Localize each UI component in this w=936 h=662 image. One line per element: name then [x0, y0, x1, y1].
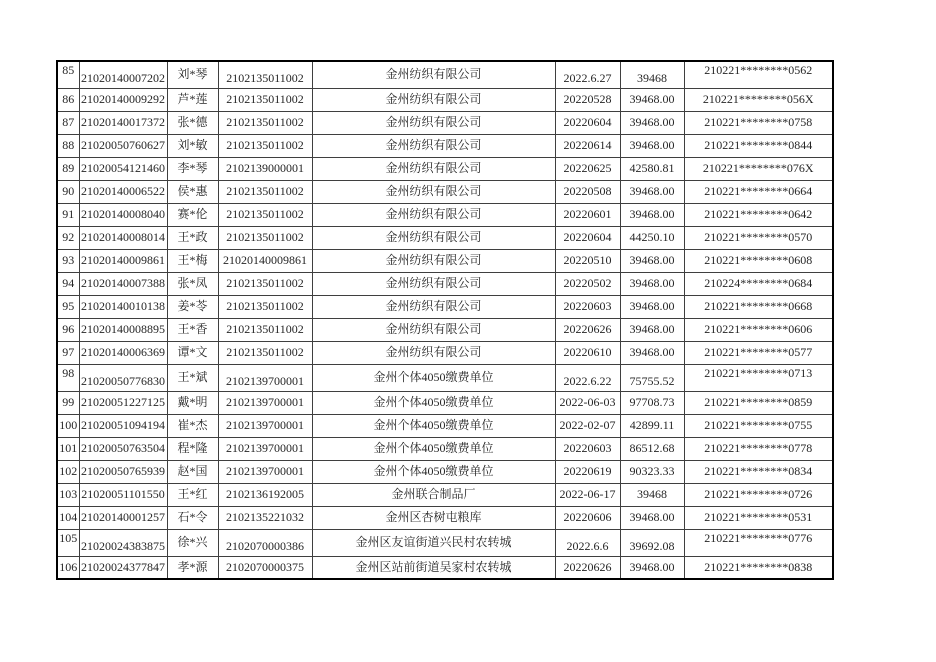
row-number-cell: 98 [57, 364, 79, 391]
masked-id-cell: 210221********0562 [684, 61, 833, 88]
table-row [57, 506, 833, 529]
masked-id-cell: 210221********0531 [684, 506, 833, 529]
amount-cell: 44250.10 [620, 226, 684, 249]
unit-name-cell: 金州纺织有限公司 [312, 157, 555, 180]
row-number-cell: 104 [57, 506, 79, 529]
table-row [57, 437, 833, 460]
row-number-cell: 94 [57, 272, 79, 295]
date-cell: 20220508 [555, 180, 620, 203]
table-row [57, 249, 833, 272]
table-row [57, 364, 833, 391]
row-number-cell: 96 [57, 318, 79, 341]
table-row [57, 556, 833, 579]
date-cell: 20220528 [555, 88, 620, 111]
unit-number-cell: 2102135011002 [218, 295, 312, 318]
date-cell: 20220601 [555, 203, 620, 226]
table-row [57, 318, 833, 341]
row-number-cell: 106 [57, 556, 79, 579]
unit-name-cell: 金州纺织有限公司 [312, 272, 555, 295]
personal-number-cell: 21020050760627 [79, 134, 167, 157]
masked-id-cell: 210221********0834 [684, 460, 833, 483]
person-name-cell: 李*琴 [167, 157, 218, 180]
table-row [57, 529, 833, 556]
unit-number-cell: 2102139700001 [218, 414, 312, 437]
table-row [57, 157, 833, 180]
personal-number-cell: 21020051094194 [79, 414, 167, 437]
person-name-cell: 谭*文 [167, 341, 218, 364]
personal-number-cell: 21020051227125 [79, 391, 167, 414]
unit-name-cell: 金州纺织有限公司 [312, 249, 555, 272]
date-cell: 2022.6.6 [555, 529, 620, 556]
payment-record-table [56, 60, 834, 580]
personal-number-cell: 21020140007388 [79, 272, 167, 295]
personal-number-cell: 21020140009861 [79, 249, 167, 272]
unit-number-cell: 2102135011002 [218, 203, 312, 226]
row-number-cell: 99 [57, 391, 79, 414]
masked-id-cell: 210221********0859 [684, 391, 833, 414]
unit-number-cell: 2102135011002 [218, 272, 312, 295]
table-row [57, 180, 833, 203]
date-cell: 20220604 [555, 226, 620, 249]
unit-number-cell: 2102135011002 [218, 180, 312, 203]
date-cell: 2022.6.22 [555, 364, 620, 391]
row-number-cell: 91 [57, 203, 79, 226]
person-name-cell: 孝*源 [167, 556, 218, 579]
amount-cell: 39692.08 [620, 529, 684, 556]
row-number-cell: 89 [57, 157, 79, 180]
unit-name-cell: 金州区站前街道吴家村农转城 [312, 556, 555, 579]
masked-id-cell: 210221********0844 [684, 134, 833, 157]
amount-cell: 42580.81 [620, 157, 684, 180]
unit-name-cell: 金州纺织有限公司 [312, 203, 555, 226]
date-cell: 20220626 [555, 318, 620, 341]
person-name-cell: 赵*国 [167, 460, 218, 483]
personal-number-cell: 21020050776830 [79, 364, 167, 391]
unit-number-cell: 2102135221032 [218, 506, 312, 529]
person-name-cell: 王*香 [167, 318, 218, 341]
amount-cell: 90323.33 [620, 460, 684, 483]
unit-number-cell: 21020140009861 [218, 249, 312, 272]
unit-number-cell: 2102070000386 [218, 529, 312, 556]
date-cell: 20220606 [555, 506, 620, 529]
table-row [57, 295, 833, 318]
amount-cell: 39468.00 [620, 272, 684, 295]
personal-number-cell: 21020050765939 [79, 460, 167, 483]
unit-number-cell: 2102139000001 [218, 157, 312, 180]
person-name-cell: 王*斌 [167, 364, 218, 391]
unit-number-cell: 2102135011002 [218, 318, 312, 341]
unit-number-cell: 2102135011002 [218, 88, 312, 111]
row-number-cell: 103 [57, 483, 79, 506]
person-name-cell: 张*凤 [167, 272, 218, 295]
person-name-cell: 芦*莲 [167, 88, 218, 111]
unit-number-cell: 2102135011002 [218, 341, 312, 364]
table-row [57, 391, 833, 414]
date-cell: 20220604 [555, 111, 620, 134]
date-cell: 20220610 [555, 341, 620, 364]
date-cell: 2022-06-03 [555, 391, 620, 414]
personal-number-cell: 21020140006369 [79, 341, 167, 364]
personal-number-cell: 21020140010138 [79, 295, 167, 318]
person-name-cell: 戴*明 [167, 391, 218, 414]
masked-id-cell: 210221********056X [684, 88, 833, 111]
amount-cell: 39468.00 [620, 249, 684, 272]
table-row [57, 414, 833, 437]
amount-cell: 39468.00 [620, 203, 684, 226]
row-number-cell: 101 [57, 437, 79, 460]
personal-number-cell: 21020140009292 [79, 88, 167, 111]
table-row [57, 272, 833, 295]
masked-id-cell: 210221********0577 [684, 341, 833, 364]
table-row [57, 111, 833, 134]
date-cell: 2022-06-17 [555, 483, 620, 506]
unit-number-cell: 2102135011002 [218, 61, 312, 88]
personal-number-cell: 21020140017372 [79, 111, 167, 134]
amount-cell: 39468.00 [620, 88, 684, 111]
masked-id-cell: 210221********0838 [684, 556, 833, 579]
masked-id-cell: 210221********0776 [684, 529, 833, 556]
row-number-cell: 88 [57, 134, 79, 157]
personal-number-cell: 21020050763504 [79, 437, 167, 460]
unit-name-cell: 金州个体4050缴费单位 [312, 460, 555, 483]
amount-cell: 42899.11 [620, 414, 684, 437]
masked-id-cell: 210221********0570 [684, 226, 833, 249]
personal-number-cell: 21020024377847 [79, 556, 167, 579]
amount-cell: 39468.00 [620, 341, 684, 364]
personal-number-cell: 21020140006522 [79, 180, 167, 203]
amount-cell: 39468.00 [620, 134, 684, 157]
row-number-cell: 97 [57, 341, 79, 364]
person-name-cell: 程*隆 [167, 437, 218, 460]
person-name-cell: 姜*苓 [167, 295, 218, 318]
unit-name-cell: 金州纺织有限公司 [312, 111, 555, 134]
date-cell: 2022-02-07 [555, 414, 620, 437]
masked-id-cell: 210221********0758 [684, 111, 833, 134]
unit-name-cell: 金州纺织有限公司 [312, 295, 555, 318]
amount-cell: 97708.73 [620, 391, 684, 414]
personal-number-cell: 21020054121460 [79, 157, 167, 180]
unit-number-cell: 2102139700001 [218, 460, 312, 483]
masked-id-cell: 210221********0668 [684, 295, 833, 318]
unit-name-cell: 金州纺织有限公司 [312, 134, 555, 157]
amount-cell: 39468.00 [620, 111, 684, 134]
row-number-cell: 87 [57, 111, 79, 134]
row-number-cell: 92 [57, 226, 79, 249]
person-name-cell: 赛*伦 [167, 203, 218, 226]
unit-name-cell: 金州纺织有限公司 [312, 226, 555, 249]
date-cell: 20220625 [555, 157, 620, 180]
table-body [57, 61, 833, 579]
unit-name-cell: 金州纺织有限公司 [312, 180, 555, 203]
personal-number-cell: 21020140007202 [79, 61, 167, 88]
unit-name-cell: 金州纺织有限公司 [312, 318, 555, 341]
amount-cell: 39468 [620, 483, 684, 506]
unit-name-cell: 金州联合制品厂 [312, 483, 555, 506]
masked-id-cell: 210221********0608 [684, 249, 833, 272]
amount-cell: 39468.00 [620, 506, 684, 529]
row-number-cell: 85 [57, 61, 79, 88]
unit-name-cell: 金州纺织有限公司 [312, 341, 555, 364]
row-number-cell: 93 [57, 249, 79, 272]
date-cell: 20220619 [555, 460, 620, 483]
person-name-cell: 石*令 [167, 506, 218, 529]
amount-cell: 39468.00 [620, 556, 684, 579]
masked-id-cell: 210221********0606 [684, 318, 833, 341]
masked-id-cell: 210224********0684 [684, 272, 833, 295]
unit-name-cell: 金州纺织有限公司 [312, 88, 555, 111]
table-row [57, 61, 833, 88]
personal-number-cell: 21020140001257 [79, 506, 167, 529]
unit-name-cell: 金州区友谊街道兴民村农转城 [312, 529, 555, 556]
table-row [57, 203, 833, 226]
personal-number-cell: 21020051101550 [79, 483, 167, 506]
row-number-cell: 86 [57, 88, 79, 111]
table-row [57, 483, 833, 506]
unit-number-cell: 2102139700001 [218, 437, 312, 460]
unit-name-cell: 金州个体4050缴费单位 [312, 414, 555, 437]
row-number-cell: 100 [57, 414, 79, 437]
person-name-cell: 刘*敏 [167, 134, 218, 157]
amount-cell: 39468.00 [620, 180, 684, 203]
unit-name-cell: 金州个体4050缴费单位 [312, 437, 555, 460]
amount-cell: 75755.52 [620, 364, 684, 391]
row-number-cell: 105 [57, 529, 79, 556]
date-cell: 20220603 [555, 295, 620, 318]
table-row [57, 460, 833, 483]
unit-number-cell: 2102135011002 [218, 226, 312, 249]
unit-number-cell: 2102135011002 [218, 111, 312, 134]
row-number-cell: 95 [57, 295, 79, 318]
person-name-cell: 徐*兴 [167, 529, 218, 556]
row-number-cell: 90 [57, 180, 79, 203]
unit-number-cell: 2102135011002 [218, 134, 312, 157]
personal-number-cell: 21020140008040 [79, 203, 167, 226]
person-name-cell: 崔*杰 [167, 414, 218, 437]
masked-id-cell: 210221********076X [684, 157, 833, 180]
person-name-cell: 侯*惠 [167, 180, 218, 203]
date-cell: 20220626 [555, 556, 620, 579]
amount-cell: 39468.00 [620, 318, 684, 341]
unit-number-cell: 2102136192005 [218, 483, 312, 506]
unit-number-cell: 2102070000375 [218, 556, 312, 579]
person-name-cell: 王*红 [167, 483, 218, 506]
unit-name-cell: 金州区杏树屯粮库 [312, 506, 555, 529]
person-name-cell: 刘*琴 [167, 61, 218, 88]
masked-id-cell: 210221********0778 [684, 437, 833, 460]
row-number-cell: 102 [57, 460, 79, 483]
unit-number-cell: 2102139700001 [218, 364, 312, 391]
personal-number-cell: 21020140008895 [79, 318, 167, 341]
person-name-cell: 张*德 [167, 111, 218, 134]
masked-id-cell: 210221********0713 [684, 364, 833, 391]
date-cell: 2022.6.27 [555, 61, 620, 88]
masked-id-cell: 210221********0642 [684, 203, 833, 226]
date-cell: 20220603 [555, 437, 620, 460]
table-row [57, 341, 833, 364]
unit-name-cell: 金州个体4050缴费单位 [312, 391, 555, 414]
amount-cell: 39468 [620, 61, 684, 88]
personal-number-cell: 21020024383875 [79, 529, 167, 556]
masked-id-cell: 210221********0664 [684, 180, 833, 203]
person-name-cell: 王*政 [167, 226, 218, 249]
amount-cell: 86512.68 [620, 437, 684, 460]
masked-id-cell: 210221********0755 [684, 414, 833, 437]
person-name-cell: 王*梅 [167, 249, 218, 272]
table-row [57, 226, 833, 249]
unit-number-cell: 2102139700001 [218, 391, 312, 414]
amount-cell: 39468.00 [620, 295, 684, 318]
date-cell: 20220614 [555, 134, 620, 157]
table-row [57, 134, 833, 157]
unit-name-cell: 金州个体4050缴费单位 [312, 364, 555, 391]
masked-id-cell: 210221********0726 [684, 483, 833, 506]
personal-number-cell: 21020140008014 [79, 226, 167, 249]
date-cell: 20220502 [555, 272, 620, 295]
unit-name-cell: 金州纺织有限公司 [312, 61, 555, 88]
table-row [57, 88, 833, 111]
date-cell: 20220510 [555, 249, 620, 272]
